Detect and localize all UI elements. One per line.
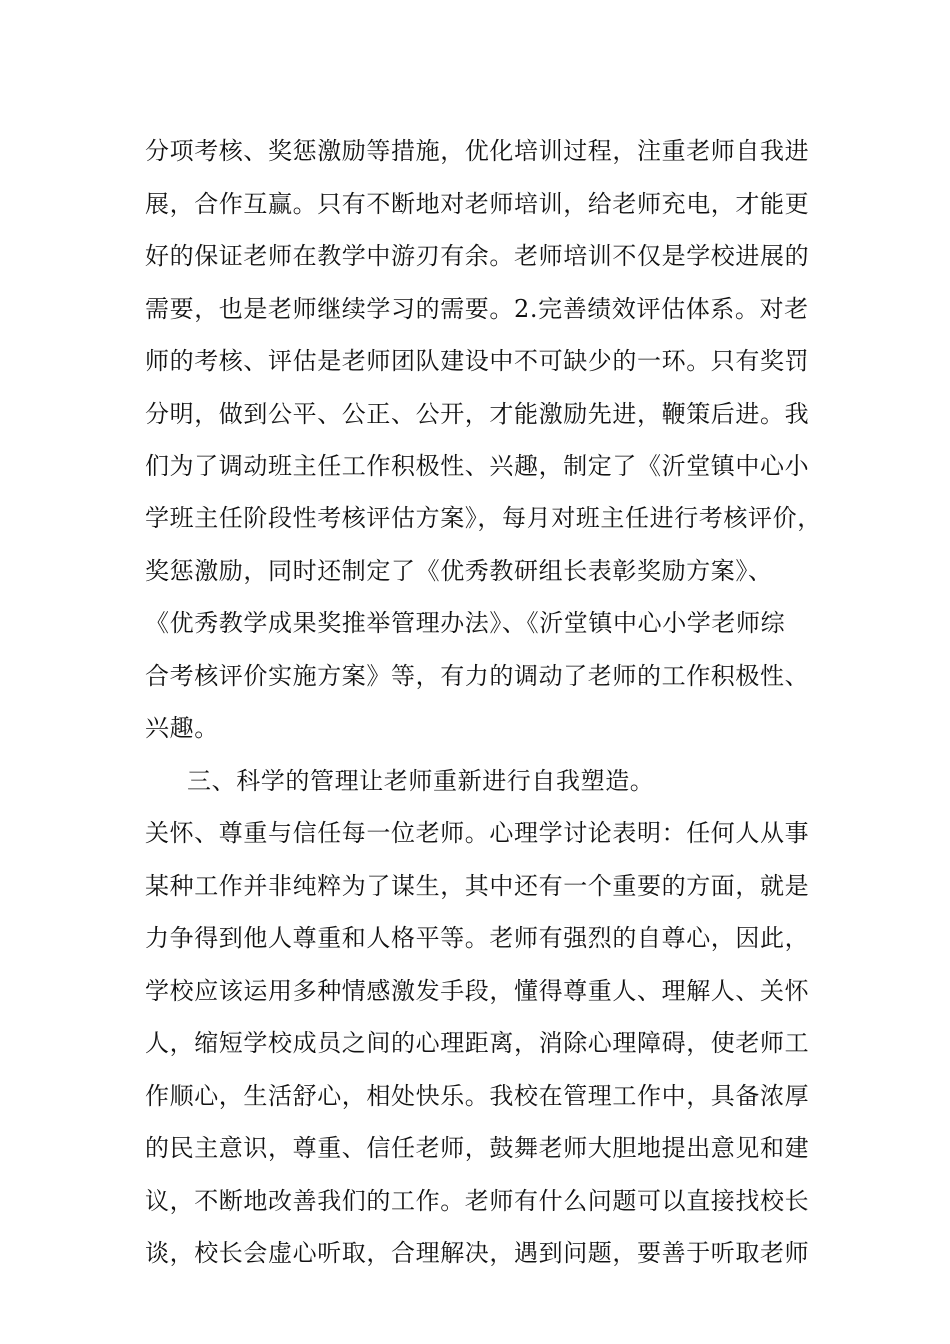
text-line: 师的考核、评估是老师团队建设中不可缺少的一环。只有奖罚 — [145, 347, 810, 375]
text-line: 们为了调动班主任工作积极性、兴趣，制定了《沂堂镇中心小 — [145, 452, 810, 480]
text-line: 学班主任阶段性考核评估方案》，每月对班主任进行考核评价， — [145, 504, 822, 532]
text-line: 展，合作互赢。只有不断地对老师培训，给老师充电，才能更 — [145, 190, 810, 218]
text-line: 学校应该运用多种情感激发手段，懂得尊重人、理解人、关怀 — [145, 977, 810, 1005]
text-line: 奖惩激励，同时还制定了《优秀教研组长表彰奖励方案》、 — [145, 557, 773, 585]
text-line: 好的保证老师在教学中游刃有余。老师培训不仅是学校进展的 — [145, 242, 810, 270]
text-line: 分明，做到公平、公正、公开，才能激励先进，鞭策后进。我 — [145, 400, 810, 428]
text-line: 某种工作并非纯粹为了谋生，其中还有一个重要的方面，就是 — [145, 872, 810, 900]
text-line: 需要，也是老师继续学习的需要。2.完善绩效评估体系。对老 — [145, 295, 809, 323]
text-line: 《优秀教学成果奖推举管理办法》、《沂堂镇中心小学老师综 — [145, 609, 786, 637]
text-line: 关怀、尊重与信任每一位老师。心理学讨论表明：任何人从事 — [145, 819, 810, 847]
text-line: 人，缩短学校成员之间的心理距离，消除心理障碍，使老师工 — [145, 1029, 810, 1057]
section-heading: 三、科学的管理让老师重新进行自我塑造。 — [187, 767, 655, 795]
text-line: 谈，校长会虚心听取，合理解决，遇到问题，要善于听取老师 — [145, 1239, 810, 1267]
text-line: 合考核评价实施方案》等，有力的调动了老师的工作积极性、 — [145, 662, 810, 690]
text-line: 分项考核、奖惩激励等措施，优化培训过程，注重老师自我进 — [145, 137, 810, 165]
text-line: 的民主意识，尊重、信任老师，鼓舞老师大胆地提出意见和建 — [145, 1134, 810, 1162]
text-line: 兴趣。 — [145, 714, 219, 742]
text-line: 力争得到他人尊重和人格平等。老师有强烈的自尊心，因此， — [145, 924, 810, 952]
text-line: 议，不断地改善我们的工作。老师有什么问题可以直接找校长 — [145, 1187, 810, 1215]
text-line: 作顺心，生活舒心，相处快乐。我校在管理工作中，具备浓厚 — [145, 1082, 810, 1110]
